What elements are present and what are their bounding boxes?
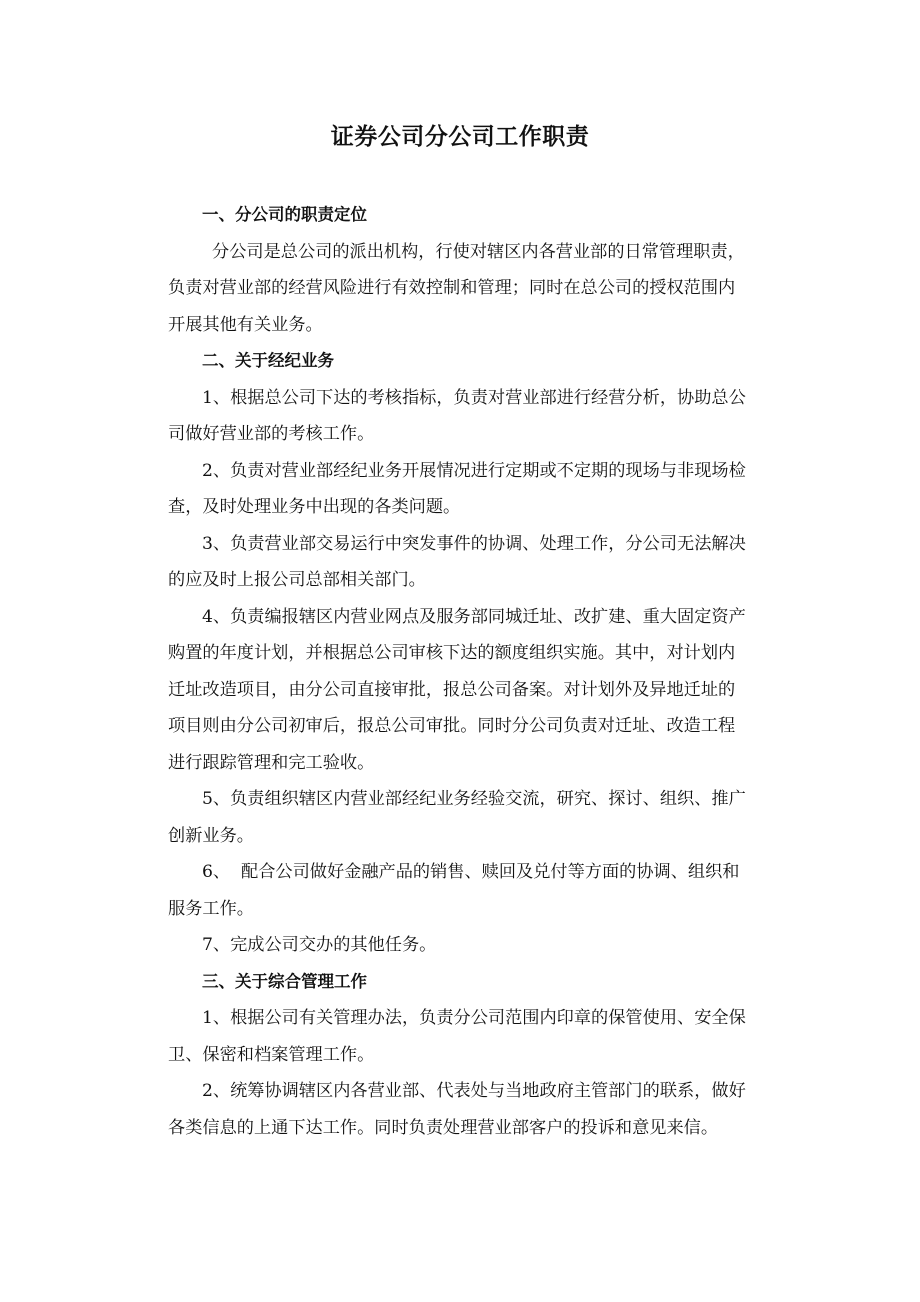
brokerage-item-3: 3、负责营业部交易运行中突发事件的协调、处理工作，分公司无法解决的应及时上报公司总部相关部门。 (168, 533, 746, 590)
brokerage-item-7: 7、完成公司交办的其他任务。 (202, 935, 437, 955)
brokerage-item-5: 5、负责组织辖区内营业部经纪业务经验交流，研究、探讨、组织、推广创新业务。 (168, 789, 746, 846)
brokerage-item-2: 2、负责对营业部经纪业务开展情况进行定期或不定期的现场与非现场检查，及时处理业务中出现的各类问题。 (168, 460, 746, 517)
document-body (168, 197, 748, 1146)
brokerage-item-6: 6、 配合公司做好金融产品的销售、赎回及兑付等方面的协调、组织和服务工作。 (168, 862, 740, 919)
document-title: 证券公司分公司工作职责 (330, 124, 590, 150)
section-heading-management: 三、关于综合管理工作 (202, 971, 367, 991)
management-item-1: 1、根据公司有关管理办法，负责分公司范围内印章的保管使用、安全保卫、保密和档案管理工作。 (168, 1008, 746, 1065)
management-item-2: 2、统筹协调辖区内各营业部、代表处与当地政府主管部门的联系，做好各类信息的上通下达工作。同时负责处理营业部客户的投诉和意见来信。 (168, 1081, 746, 1138)
section-heading-positioning: 一、分公司的职责定位 (202, 205, 367, 224)
brokerage-item-4: 4、负责编报辖区内营业网点及服务部同城迁址、改扩建、重大固定资产购置的年度计划，并根据总公司审核下达的额度组织实施。其中，对计划内迁址改造项目，由分公司直接审批，报总公司备案。对计划外及异地迁址的项目则由分公司初审后，报总公司审批。同时分公司负责对迁址、改造工程进行跟踪管理和完工验收。 (168, 606, 746, 773)
paragraph-positioning: 分公司是总公司的派出机构，行使对辖区内各营业部的日常管理职责，负责对营业部的经营风险进行有效控制和管理；同时在总公司的授权范围内开展其他有关业务。 (168, 241, 745, 335)
section-heading-brokerage: 二、关于经纪业务 (202, 351, 334, 370)
brokerage-item-1: 1、根据总公司下达的考核指标，负责对营业部进行经营分析，协助总公司做好营业部的考核工作。 (168, 387, 746, 444)
